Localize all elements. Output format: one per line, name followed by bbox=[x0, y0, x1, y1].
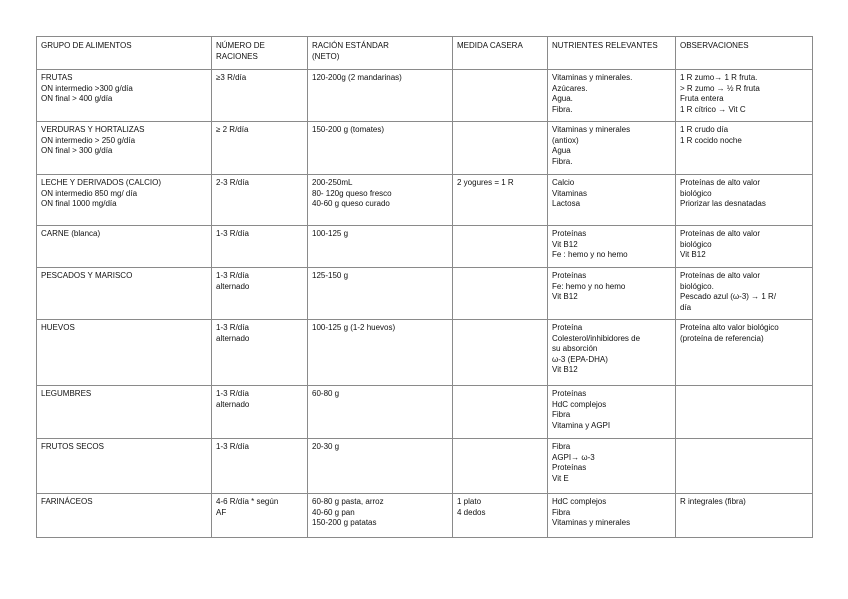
table-header-row bbox=[37, 37, 813, 70]
table-row bbox=[37, 122, 813, 175]
cell-medida-casera bbox=[453, 122, 548, 175]
cell-racion-estandar: 60-80 g pasta, arroz 40-60 g pan 150-200 g patatas bbox=[308, 494, 453, 538]
table-row bbox=[37, 386, 813, 439]
cell-raciones: ≥3 R/día bbox=[212, 70, 308, 122]
cell-nutrientes: Proteínas HdC complejos Fibra Vitamina y AGPI bbox=[548, 386, 676, 439]
header-medida-casera: MEDIDA CASERA bbox=[453, 37, 548, 70]
cell-grupo: LEGUMBRES bbox=[37, 386, 212, 439]
cell-nutrientes: Calcio Vitaminas Lactosa bbox=[548, 175, 676, 226]
cell-grupo: FARINÁCEOS bbox=[37, 494, 212, 538]
cell-nutrientes: Vitaminas y minerales (antiox) Agua Fibra. bbox=[548, 122, 676, 175]
cell-grupo: LECHE Y DERIVADOS (CALCIO) ON intermedio 850 mg/ día ON final 1000 mg/día bbox=[37, 175, 212, 226]
cell-nutrientes: HdC complejos Fibra Vitaminas y minerales bbox=[548, 494, 676, 538]
cell-racion-estandar: 100-125 g (1-2 huevos) bbox=[308, 320, 453, 386]
cell-racion-estandar: 120-200g (2 mandarinas) bbox=[308, 70, 453, 122]
cell-medida-casera bbox=[453, 226, 548, 268]
cell-medida-casera: 1 plato 4 dedos bbox=[453, 494, 548, 538]
header-observaciones: OBSERVACIONES bbox=[676, 37, 813, 70]
cell-nutrientes: Proteína Colesterol/inhibidores de su absorción ω-3 (EPA-DHA) Vit B12 bbox=[548, 320, 676, 386]
cell-medida-casera bbox=[453, 320, 548, 386]
cell-raciones: 1-3 R/día alternado bbox=[212, 386, 308, 439]
cell-observaciones: Proteínas de alto valor biológico. Pescado azul (ω-3) → 1 R/ día bbox=[676, 268, 813, 320]
cell-grupo: VERDURAS Y HORTALIZAS ON intermedio > 250 g/día ON final > 300 g/día bbox=[37, 122, 212, 175]
cell-grupo: FRUTOS SECOS bbox=[37, 439, 212, 494]
cell-racion-estandar: 100-125 g bbox=[308, 226, 453, 268]
cell-racion-estandar: 125-150 g bbox=[308, 268, 453, 320]
table-row bbox=[37, 268, 813, 320]
cell-medida-casera: 2 yogures = 1 R bbox=[453, 175, 548, 226]
cell-nutrientes: Proteínas Fe: hemo y no hemo Vit B12 bbox=[548, 268, 676, 320]
table-row bbox=[37, 175, 813, 226]
document-page bbox=[36, 36, 812, 538]
cell-raciones: 1-3 R/día bbox=[212, 439, 308, 494]
cell-medida-casera bbox=[453, 439, 548, 494]
table-row bbox=[37, 439, 813, 494]
cell-observaciones bbox=[676, 386, 813, 439]
cell-grupo: PESCADOS Y MARISCO bbox=[37, 268, 212, 320]
cell-grupo: CARNE (blanca) bbox=[37, 226, 212, 268]
cell-observaciones: 1 R crudo día 1 R cocido noche bbox=[676, 122, 813, 175]
header-numero-raciones: NÚMERO DE RACIONES bbox=[212, 37, 308, 70]
cell-observaciones: R integrales (fibra) bbox=[676, 494, 813, 538]
cell-observaciones bbox=[676, 439, 813, 494]
cell-grupo: HUEVOS bbox=[37, 320, 212, 386]
cell-nutrientes: Vitaminas y minerales. Azúcares. Agua. Fibra. bbox=[548, 70, 676, 122]
cell-observaciones: Proteína alto valor biológico (proteína de referencia) bbox=[676, 320, 813, 386]
header-nutrientes: NUTRIENTES RELEVANTES bbox=[548, 37, 676, 70]
cell-observaciones: Proteínas de alto valor biológico Priorizar las desnatadas bbox=[676, 175, 813, 226]
cell-raciones: 1-3 R/día bbox=[212, 226, 308, 268]
cell-racion-estandar: 200-250mL 80- 120g queso fresco 40-60 g queso curado bbox=[308, 175, 453, 226]
cell-medida-casera bbox=[453, 70, 548, 122]
cell-grupo: FRUTAS ON intermedio >300 g/día ON final > 400 g/día bbox=[37, 70, 212, 122]
cell-raciones: 1-3 R/día alternado bbox=[212, 320, 308, 386]
cell-medida-casera bbox=[453, 268, 548, 320]
cell-observaciones: Proteínas de alto valor biológico Vit B12 bbox=[676, 226, 813, 268]
cell-observaciones: 1 R zumo→ 1 R fruta. > R zumo → ½ R fruta Fruta entera 1 R cítrico → Vit C bbox=[676, 70, 813, 122]
cell-racion-estandar: 150-200 g (tomates) bbox=[308, 122, 453, 175]
cell-raciones: 2-3 R/día bbox=[212, 175, 308, 226]
table-row bbox=[37, 494, 813, 538]
header-racion-estandar: RACIÓN ESTÁNDAR (NETO) bbox=[308, 37, 453, 70]
cell-racion-estandar: 20-30 g bbox=[308, 439, 453, 494]
cell-raciones: 1-3 R/día alternado bbox=[212, 268, 308, 320]
cell-racion-estandar: 60-80 g bbox=[308, 386, 453, 439]
food-groups-table bbox=[36, 36, 813, 538]
table-row bbox=[37, 226, 813, 268]
table-row bbox=[37, 70, 813, 122]
cell-raciones: 4-6 R/día * según AF bbox=[212, 494, 308, 538]
cell-nutrientes: Fibra AGPI→ ω-3 Proteínas Vit E bbox=[548, 439, 676, 494]
cell-raciones: ≥ 2 R/día bbox=[212, 122, 308, 175]
cell-nutrientes: Proteínas Vit B12 Fe : hemo y no hemo bbox=[548, 226, 676, 268]
table-row bbox=[37, 320, 813, 386]
cell-medida-casera bbox=[453, 386, 548, 439]
header-grupo: GRUPO DE ALIMENTOS bbox=[37, 37, 212, 70]
